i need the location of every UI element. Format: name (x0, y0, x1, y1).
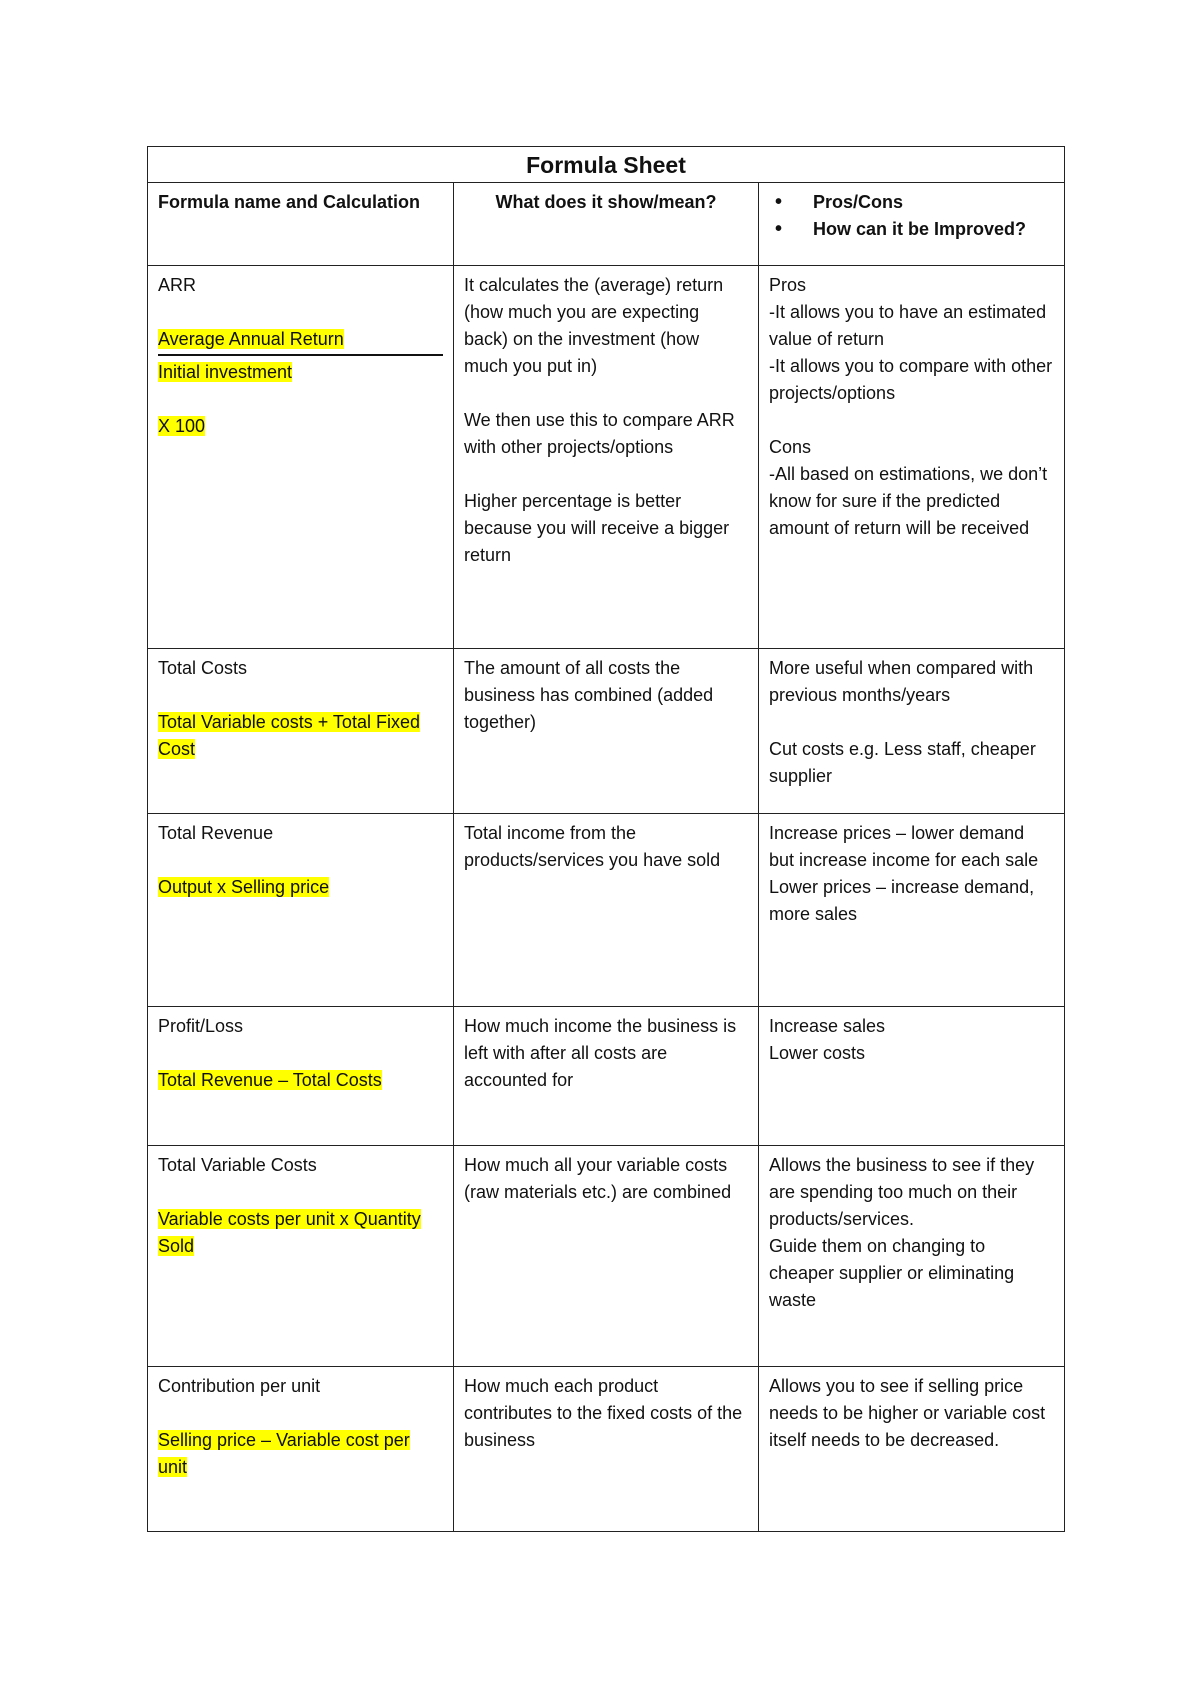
total-costs-formula: Total Variable costs + Total Fixed Cost (158, 712, 420, 759)
total-costs-meaning-cell (454, 649, 759, 814)
total-variable-costs-name: Total Variable Costs (158, 1155, 317, 1175)
profit-loss-formula: Total Revenue – Total Costs (158, 1070, 382, 1090)
contribution-formula: Selling price – Variable cost per unit (158, 1430, 410, 1477)
profit-loss-meaning: How much income the business is left with after all costs are accounted for (464, 1016, 737, 1090)
total-costs-name: Total Costs (158, 658, 248, 678)
total-costs-formula-cell (148, 649, 454, 814)
profit-loss-notes-cell (759, 1007, 1065, 1146)
total-variable-costs-notes-cell (759, 1146, 1065, 1367)
fraction-divider (158, 354, 443, 356)
total-variable-costs-meaning: How much all your variable costs (raw materials etc.) are combined (464, 1155, 732, 1202)
arr-meaning-3: Higher percentage is better because you will receive a bigger return (464, 491, 730, 565)
total-revenue-meaning: Total income from the products/services you have sold (464, 823, 721, 870)
total-revenue-formula-cell (148, 814, 454, 1007)
profit-loss-name: Profit/Loss (158, 1016, 244, 1036)
total-costs-notes-cell (759, 649, 1065, 814)
table-row-arr (148, 266, 1065, 649)
total-variable-costs-note-2: Guide them on changing to cheaper supplier or eliminating waste (769, 1236, 1015, 1310)
total-variable-costs-note-1: Allows the business to see if they are spending too much on their products/services. (769, 1155, 1035, 1229)
arr-numerator: Average Annual Return (158, 329, 344, 349)
header-row (148, 183, 1065, 266)
total-revenue-meaning-cell (454, 814, 759, 1007)
arr-meaning-2: We then use this to compare ARR with other projects/options (464, 410, 735, 457)
arr-pros-cons-cell (759, 266, 1065, 649)
total-costs-note-1: More useful when compared with previous months/years (769, 658, 1034, 705)
total-variable-costs-meaning-cell (454, 1146, 759, 1367)
total-revenue-formula: Output x Selling price (158, 877, 330, 897)
total-revenue-name: Total Revenue (158, 823, 274, 843)
header-meaning: What does it show/mean? (454, 183, 759, 266)
profit-loss-formula-cell (148, 1007, 454, 1146)
header-formula: Formula name and Calculation (148, 183, 454, 266)
total-variable-costs-formula: Variable costs per unit x Quantity Sold (158, 1209, 421, 1256)
formula-sheet-table (147, 146, 1065, 1532)
sheet-title: Formula Sheet (148, 147, 1065, 183)
table-row-total-revenue (148, 814, 1065, 1007)
arr-pro-2: -It allows you to compare with other projects/options (769, 356, 1053, 403)
table-row-total-costs (148, 649, 1065, 814)
header-pros-cons: • Pros/Cons (813, 189, 1054, 216)
arr-meaning-1: It calculates the (average) return (how much you are expecting back) on the investment (how much you put in) (464, 275, 724, 376)
contribution-meaning-cell (454, 1367, 759, 1532)
total-variable-costs-formula-cell (148, 1146, 454, 1367)
total-revenue-note-2: Lower prices – increase demand, more sales (769, 877, 1035, 924)
total-revenue-note-1: Increase prices – lower demand but increase income for each sale (769, 823, 1039, 870)
arr-pros-label: Pros (769, 275, 807, 295)
total-revenue-notes-cell (759, 814, 1065, 1007)
contribution-notes-cell (759, 1367, 1065, 1532)
arr-name: ARR (158, 275, 197, 295)
table-row-contribution-per-unit (148, 1367, 1065, 1532)
arr-formula-cell (148, 266, 454, 649)
total-costs-note-2: Cut costs e.g. Less staff, cheaper supplier (769, 739, 1036, 786)
arr-denominator: Initial investment (158, 362, 293, 382)
header-bullet-list (769, 189, 1054, 243)
profit-loss-meaning-cell (454, 1007, 759, 1146)
contribution-name: Contribution per unit (158, 1376, 321, 1396)
arr-multiplier: X 100 (158, 416, 206, 436)
table-row-total-variable-costs (148, 1146, 1065, 1367)
arr-meaning-cell (454, 266, 759, 649)
arr-pro-1: -It allows you to have an estimated value of return (769, 302, 1047, 349)
contribution-note-1: Allows you to see if selling price needs to be higher or variable cost itself needs to be decreased. (769, 1376, 1046, 1450)
table-row-profit-loss (148, 1007, 1065, 1146)
header-improve: • How can it be Improved? (813, 216, 1054, 243)
contribution-meaning: How much each product contributes to the fixed costs of the business (464, 1376, 743, 1450)
total-costs-meaning: The amount of all costs the business has combined (added together) (464, 658, 714, 732)
header-pros-cons-improve (759, 183, 1065, 266)
profit-loss-note-1: Increase sales (769, 1016, 886, 1036)
title-row (148, 147, 1065, 183)
arr-cons-label: Cons (769, 437, 812, 457)
contribution-formula-cell (148, 1367, 454, 1532)
arr-con-1: -All based on estimations, we don’t know for sure if the predicted amount of return will be received (769, 464, 1048, 538)
profit-loss-note-2: Lower costs (769, 1043, 866, 1063)
